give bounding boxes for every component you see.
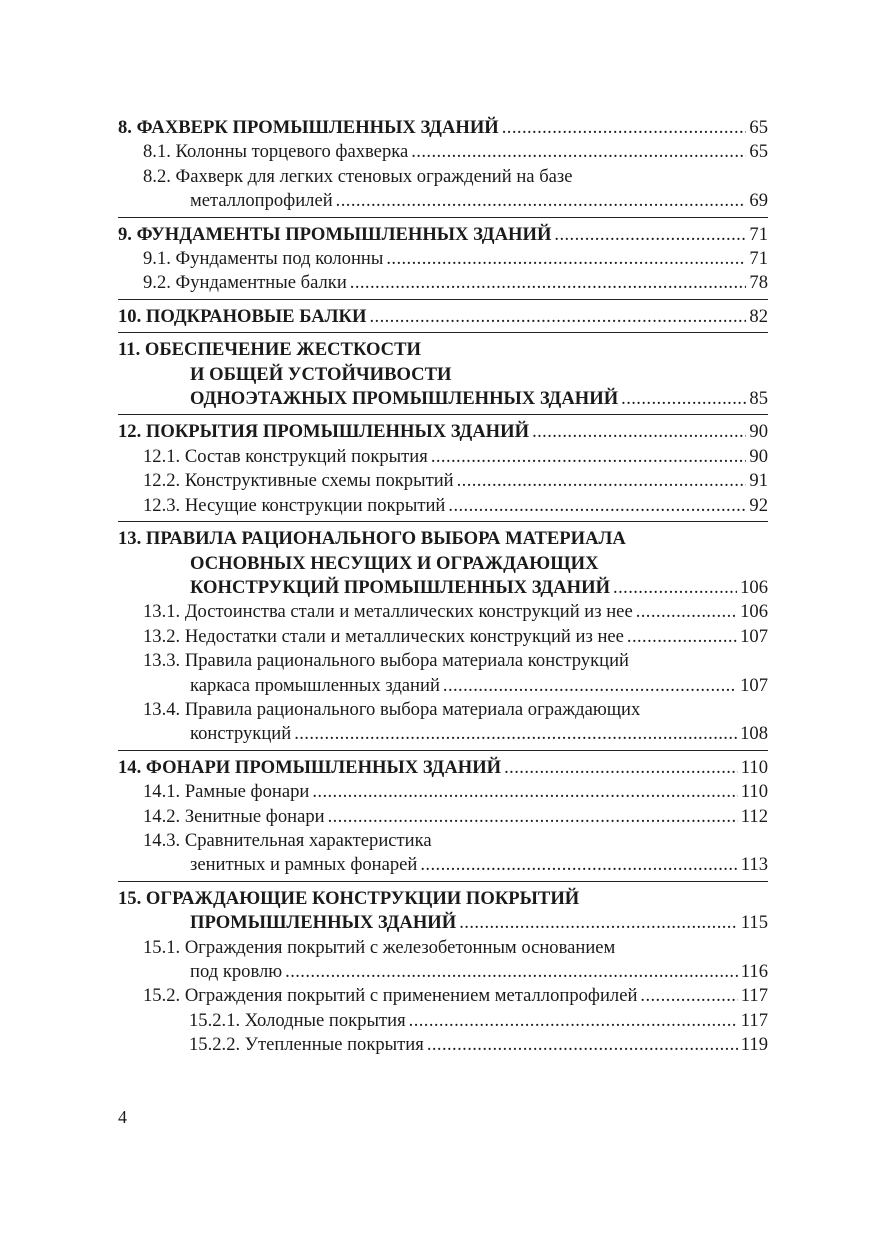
- section-divider: [118, 332, 768, 333]
- toc-entry-title: 12. ПОКРЫТИЯ ПРОМЫШЛЕННЫХ ЗДАНИЙ: [118, 421, 530, 443]
- toc-entry-title: 14.3. Сравнительная характеристика: [143, 829, 432, 851]
- toc-entry-title: 8. ФАХВЕРК ПРОМЫШЛЕННЫХ ЗДАНИЙ: [118, 117, 499, 138]
- toc-entry-title: 15.2. Ограждения покрытий с применением металлопрофилей: [143, 985, 638, 1007]
- dot-leader: [554, 223, 746, 247]
- toc-page-number: 117: [740, 1009, 768, 1031]
- toc-section-entry[interactable]: [118, 780, 768, 804]
- toc-chapter-entry[interactable]: [118, 305, 768, 329]
- toc-entry-title: 9. ФУНДАМЕНТЫ ПРОМЫШЛЕННЫХ ЗДАНИЙ: [118, 223, 552, 245]
- toc-entry-title: 13.4. Правила рационального выбора материала ограждающих: [143, 698, 641, 720]
- dot-leader: [502, 116, 747, 140]
- toc-subsection-entry[interactable]: [118, 1009, 768, 1033]
- dot-leader: [336, 189, 747, 213]
- toc-entry-title: КОНСТРУКЦИЙ ПРОМЫШЛЕННЫХ ЗДАНИЙ: [190, 576, 611, 598]
- toc-entry-title: 9.2. Фундаментные балки: [143, 272, 347, 294]
- toc-section-entry[interactable]: [118, 445, 768, 469]
- toc-entry-title: 12.2. Конструктивные схемы покрытий: [143, 470, 454, 492]
- dot-leader: [457, 469, 747, 493]
- toc-chapter-entry[interactable]: [118, 223, 768, 247]
- dot-leader: [640, 984, 737, 1008]
- toc-page-number: 110: [740, 781, 768, 803]
- toc-page-number: 65: [749, 141, 768, 163]
- section-divider: [118, 299, 768, 300]
- dot-leader: [420, 853, 737, 877]
- dot-leader: [443, 674, 737, 698]
- dot-leader: [532, 420, 746, 444]
- toc-section-entry[interactable]: [118, 271, 768, 295]
- toc-page-number: 116: [740, 961, 768, 982]
- toc-entry-title: 14. ФОНАРИ ПРОМЫШЛЕННЫХ ЗДАНИЙ: [118, 756, 502, 778]
- toc-page-number: 90: [749, 445, 768, 467]
- dot-leader: [312, 780, 737, 804]
- toc-entry-title: 9.1. Фундаменты под колонны: [143, 248, 384, 270]
- toc-section-entry[interactable]: [118, 469, 768, 493]
- toc-section-entry[interactable]: [118, 698, 768, 747]
- toc-page-number: 107: [740, 674, 768, 696]
- dot-leader: [427, 1033, 738, 1057]
- toc-subsection-entry[interactable]: [118, 1033, 768, 1057]
- toc-entry-title: 8.1. Колонны торцевого фахверка: [143, 141, 409, 163]
- dot-leader: [294, 722, 737, 746]
- section-divider: [118, 881, 768, 882]
- toc-section-entry[interactable]: [118, 165, 768, 214]
- toc-page-number: 119: [740, 1034, 768, 1056]
- section-divider: [118, 750, 768, 751]
- dot-leader: [411, 140, 746, 164]
- toc-entry-title: зенитных и рамных фонарей: [190, 854, 418, 876]
- toc-section-entry[interactable]: [118, 936, 768, 985]
- toc-entry-title: 12.1. Состав конструкций покрытия: [143, 445, 428, 467]
- toc-entry-title: металлопрофилей: [190, 190, 333, 212]
- toc-page-number: 78: [749, 272, 768, 294]
- dot-leader: [613, 576, 737, 600]
- toc-entry-title: 13.1. Достоинства стали и металлических конструкций из нее: [143, 601, 633, 623]
- dot-leader: [459, 911, 738, 935]
- toc-page-number: 82: [749, 305, 768, 327]
- section-divider: [118, 414, 768, 415]
- toc-page-number: 117: [740, 985, 768, 1007]
- toc-chapter-entry[interactable]: [118, 887, 768, 936]
- toc-entry-title: 13. ПРАВИЛА РАЦИОНАЛЬНОГО ВЫБОРА МАТЕРИАЛА: [118, 528, 626, 550]
- toc-entry-title: ПРОМЫШЛЕННЫХ ЗДАНИЙ: [190, 912, 457, 934]
- toc-page-number: 113: [740, 854, 768, 876]
- section-divider: [118, 217, 768, 218]
- toc-entry-title: 13.3. Правила рационального выбора материала конструкций: [143, 650, 629, 672]
- toc-page-number: 106: [740, 576, 768, 598]
- toc-page-number: 91: [749, 470, 768, 492]
- toc-page-number: 115: [740, 912, 768, 934]
- dot-leader: [350, 271, 747, 295]
- table-of-contents: [118, 114, 768, 1058]
- dot-leader: [369, 305, 746, 329]
- toc-entry-title: 13.2. Недостатки стали и металлических конструкций из нее: [143, 625, 624, 647]
- toc-entry-title: 11. ОБЕСПЕЧЕНИЕ ЖЕСТКОСТИ: [118, 339, 421, 361]
- dot-leader: [285, 960, 738, 984]
- toc-entry-title: 14.1. Рамные фонари: [143, 781, 310, 803]
- toc-entry-title: 15.1. Ограждения покрытий с железобетонным основанием: [143, 936, 616, 958]
- dot-leader: [386, 247, 746, 271]
- dot-leader: [621, 387, 746, 411]
- toc-section-entry[interactable]: [118, 649, 768, 698]
- toc-entry-title: ОДНОЭТАЖНЫХ ПРОМЫШЛЕННЫХ ЗДАНИЙ: [190, 388, 619, 410]
- page-number: 4: [118, 1107, 127, 1127]
- dot-leader: [636, 600, 737, 624]
- toc-entry-title: 15. ОГРАЖДАЮЩИЕ КОНСТРУКЦИИ ПОКРЫТИЙ: [118, 887, 580, 909]
- toc-entry-title: И ОБЩЕЙ УСТОЙЧИВОСТИ: [190, 363, 452, 385]
- toc-entry-title: 12.3. Несущие конструкции покрытий: [143, 494, 446, 516]
- toc-section-entry[interactable]: [118, 140, 768, 164]
- toc-section-entry[interactable]: [118, 625, 768, 649]
- toc-entry-title: конструкций: [190, 723, 292, 745]
- toc-page-number: 85: [749, 388, 768, 410]
- toc-chapter-entry[interactable]: [118, 420, 768, 444]
- dot-leader: [627, 625, 737, 649]
- section-divider: [118, 521, 768, 522]
- toc-entry-title: 10. ПОДКРАНОВЫЕ БАЛКИ: [118, 305, 367, 327]
- toc-section-entry[interactable]: [118, 600, 768, 624]
- toc-entry-title: 14.2. Зенитные фонари: [143, 805, 325, 827]
- toc-page-number: 106: [740, 601, 768, 623]
- dot-leader: [504, 756, 738, 780]
- toc-page-number: 108: [740, 723, 768, 745]
- dot-leader: [431, 445, 747, 469]
- toc-entry-title: 15.2.2. Утепленные покрытия: [189, 1034, 424, 1056]
- toc-page-number: 71: [749, 223, 768, 245]
- toc-section-entry[interactable]: [118, 247, 768, 271]
- toc-section-entry[interactable]: [118, 805, 768, 829]
- toc-page-number: 90: [749, 421, 768, 443]
- toc-page-number: 65: [749, 117, 768, 138]
- toc-entry-title: 8.2. Фахверк для легких стеновых ограждений на базе: [143, 165, 573, 187]
- dot-leader: [328, 805, 738, 829]
- toc-chapter-entry[interactable]: [118, 338, 768, 411]
- dot-leader: [409, 1009, 738, 1033]
- toc-section-entry[interactable]: [118, 494, 768, 518]
- toc-page-number: 69: [749, 190, 768, 212]
- toc-page-number: 71: [749, 248, 768, 270]
- toc-entry-title: каркаса промышленных зданий: [190, 674, 440, 696]
- toc-section-entry[interactable]: [118, 829, 768, 878]
- toc-chapter-entry[interactable]: [118, 527, 768, 600]
- dot-leader: [448, 494, 746, 518]
- toc-page-number: 112: [740, 805, 768, 827]
- toc-entry-title: под кровлю: [190, 961, 283, 982]
- toc-chapter-entry[interactable]: [118, 756, 768, 780]
- toc-page-number: 107: [740, 625, 768, 647]
- toc-entry-title: 15.2.1. Холодные покрытия: [189, 1009, 406, 1031]
- toc-section-entry[interactable]: [118, 984, 768, 1008]
- toc-chapter-entry[interactable]: [118, 116, 768, 140]
- toc-page-number: 92: [749, 494, 768, 516]
- toc-page-number: 110: [740, 756, 768, 778]
- toc-entry-title: ОСНОВНЫХ НЕСУЩИХ И ОГРАЖДАЮЩИХ: [190, 552, 599, 574]
